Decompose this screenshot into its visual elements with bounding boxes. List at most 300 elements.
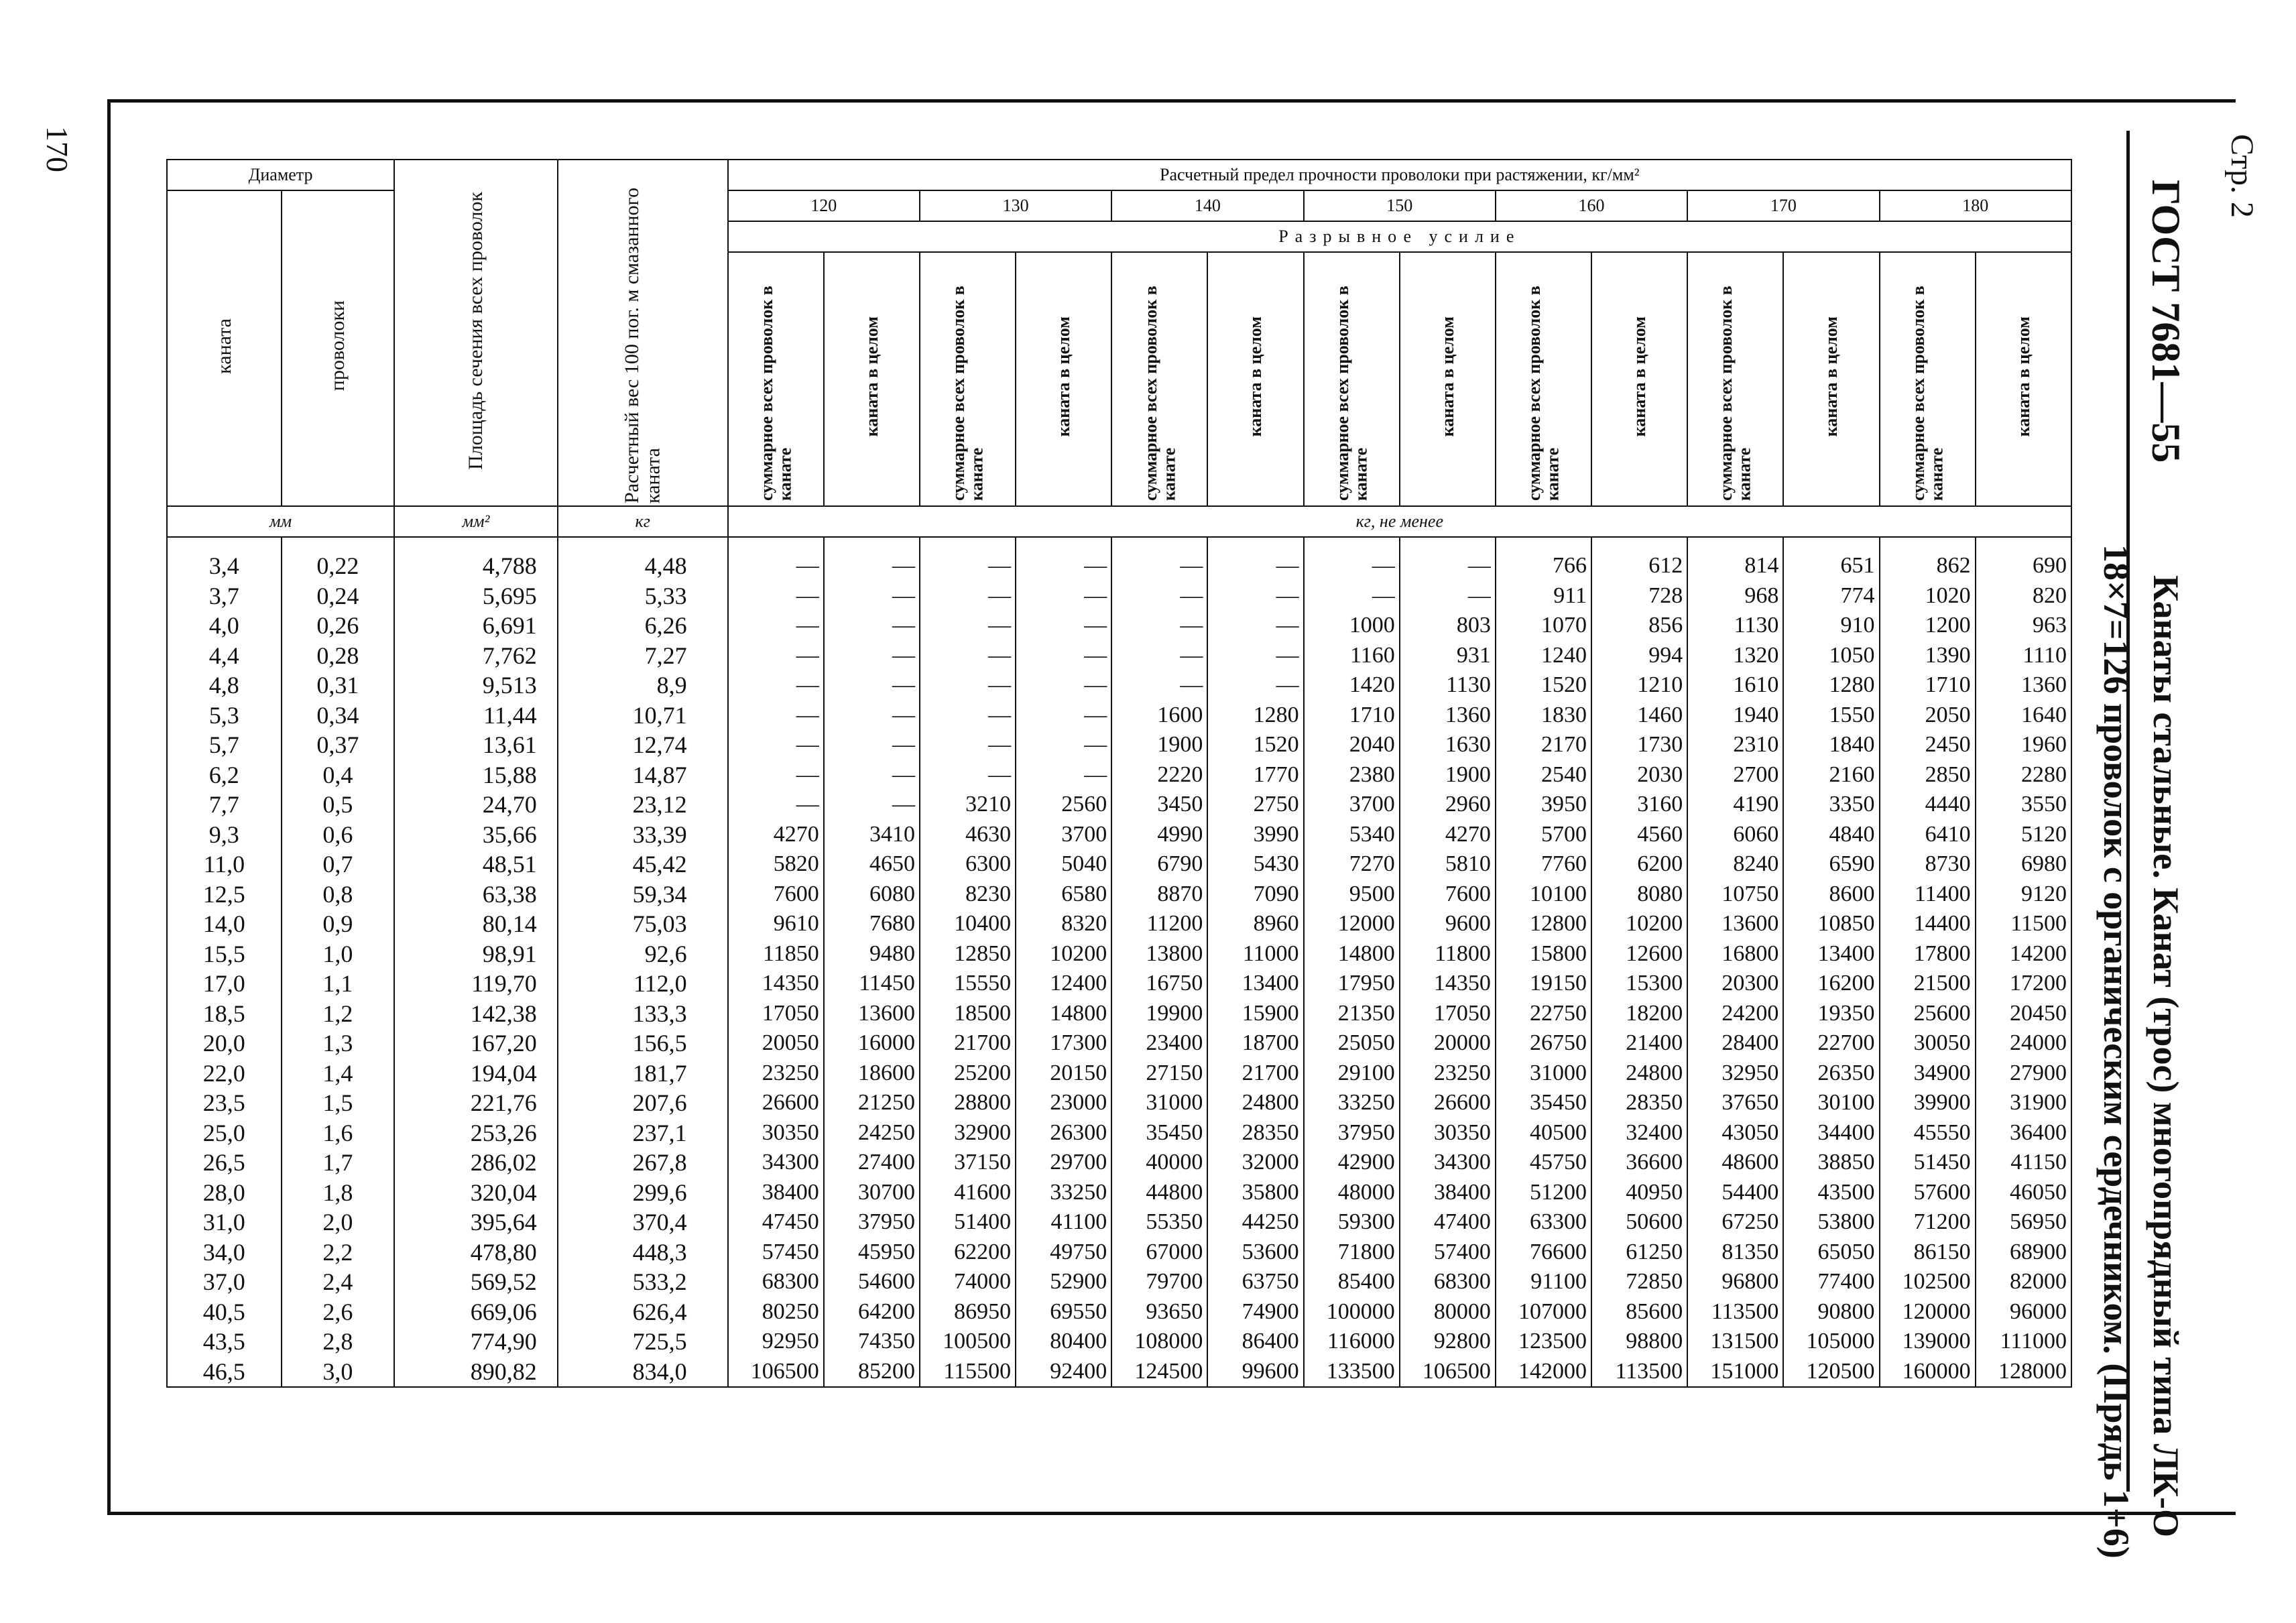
force-cell: 86950 xyxy=(920,1297,1016,1327)
rope-diameter-cell: 7,7 xyxy=(167,790,282,820)
force-cell: — xyxy=(1400,581,1496,611)
force-cell: 17950 xyxy=(1304,969,1400,999)
force-cell: 59300 xyxy=(1304,1207,1400,1238)
force-cell: 9500 xyxy=(1304,880,1400,910)
force-cell: — xyxy=(728,537,824,581)
wire-diameter-cell: 2,0 xyxy=(282,1207,395,1238)
force-cell: 160000 xyxy=(1880,1357,1976,1388)
force-cell: 21700 xyxy=(920,1028,1016,1059)
force-cell: 86150 xyxy=(1880,1238,1976,1268)
table-row xyxy=(167,849,2071,880)
force-cell: 32000 xyxy=(1207,1148,1303,1178)
rope-diameter-cell: 22,0 xyxy=(167,1059,282,1089)
force-cell: — xyxy=(1400,537,1496,581)
weight-cell: 448,3 xyxy=(558,1238,728,1268)
force-cell: 68300 xyxy=(1400,1267,1496,1297)
rope-diameter-cell: 5,3 xyxy=(167,701,282,731)
force-cell: 26750 xyxy=(1496,1028,1591,1059)
force-cell: 3410 xyxy=(824,820,920,850)
weight-cell: 533,2 xyxy=(558,1267,728,1297)
area-cell: 80,14 xyxy=(394,909,558,939)
whole-header: каната в целом xyxy=(1400,252,1496,506)
table-body xyxy=(167,537,2071,1387)
force-cell: 1000 xyxy=(1304,611,1400,641)
rope-diameter-cell: 40,5 xyxy=(167,1297,282,1327)
force-cell: 18200 xyxy=(1591,999,1687,1029)
force-cell: 651 xyxy=(1783,537,1879,581)
table-row xyxy=(167,1297,2071,1327)
table-row xyxy=(167,701,2071,731)
sum-header: суммарное всех проволок в канате xyxy=(1687,252,1783,506)
force-cell: 57600 xyxy=(1880,1178,1976,1208)
wire-diameter-cell: 0,6 xyxy=(282,820,395,850)
wire-diameter-cell: 0,9 xyxy=(282,909,395,939)
document-title-line1: Канаты стальные. Канат (трос) многопрядный типа ЛК-О xyxy=(2146,575,2186,1538)
force-cell: 63750 xyxy=(1207,1267,1303,1297)
area-header: Площадь сечения всех проволок xyxy=(394,160,558,506)
area-cell: 35,66 xyxy=(394,820,558,850)
wire-diameter-cell: 2,6 xyxy=(282,1297,395,1327)
force-cell: 124500 xyxy=(1111,1357,1207,1388)
force-cell: 4440 xyxy=(1880,790,1976,820)
force-cell: 38850 xyxy=(1783,1148,1879,1178)
force-cell: 139000 xyxy=(1880,1327,1976,1357)
force-cell: 68900 xyxy=(1976,1238,2071,1268)
rope-diameter-header: каната xyxy=(167,190,282,506)
force-cell: 9610 xyxy=(728,909,824,939)
force-cell: — xyxy=(1016,611,1111,641)
force-cell: 11400 xyxy=(1880,880,1976,910)
force-cell: 2540 xyxy=(1496,760,1591,790)
force-cell: 85600 xyxy=(1591,1297,1687,1327)
force-cell: 29700 xyxy=(1016,1148,1111,1178)
force-cell: 64200 xyxy=(824,1297,920,1327)
rope-diameter-cell: 46,5 xyxy=(167,1357,282,1388)
force-cell: 26600 xyxy=(1400,1088,1496,1118)
force-cell: 820 xyxy=(1976,581,2071,611)
rope-diameter-cell: 5,7 xyxy=(167,730,282,760)
frame-left-rule xyxy=(107,99,111,1515)
force-cell: 81350 xyxy=(1687,1238,1783,1268)
wire-diameter-cell: 1,0 xyxy=(282,939,395,969)
force-cell: — xyxy=(824,701,920,731)
force-cell: 13600 xyxy=(1687,909,1783,939)
force-cell: 72850 xyxy=(1591,1267,1687,1297)
table-row xyxy=(167,641,2071,671)
force-cell: 54600 xyxy=(824,1267,920,1297)
force-cell: 1210 xyxy=(1591,670,1687,701)
force-cell: 13400 xyxy=(1783,939,1879,969)
force-cell: 8230 xyxy=(920,880,1016,910)
force-cell: 92800 xyxy=(1400,1327,1496,1357)
force-cell: 2170 xyxy=(1496,730,1591,760)
strength-header: Расчетный предел прочности проволоки при растяжении, кг/мм² xyxy=(728,160,2071,190)
force-cell: — xyxy=(1207,670,1303,701)
wire-diameter-cell: 1,2 xyxy=(282,999,395,1029)
force-cell: 1630 xyxy=(1400,730,1496,760)
table-row xyxy=(167,611,2071,641)
force-cell: 56950 xyxy=(1976,1207,2071,1238)
table-row xyxy=(167,820,2071,850)
force-cell: 1610 xyxy=(1687,670,1783,701)
weight-cell: 75,03 xyxy=(558,909,728,939)
force-cell: 80000 xyxy=(1400,1297,1496,1327)
rope-diameter-cell: 6,2 xyxy=(167,760,282,790)
force-cell: 38400 xyxy=(1400,1178,1496,1208)
weight-cell: 725,5 xyxy=(558,1327,728,1357)
weight-cell: 834,0 xyxy=(558,1357,728,1388)
area-cell: 4,788 xyxy=(394,537,558,581)
force-cell: 1710 xyxy=(1880,670,1976,701)
force-cell: 113500 xyxy=(1591,1357,1687,1388)
force-cell: 10200 xyxy=(1016,939,1111,969)
force-cell: 12400 xyxy=(1016,969,1111,999)
weight-cell: 370,4 xyxy=(558,1207,728,1238)
force-cell: 98800 xyxy=(1591,1327,1687,1357)
force-cell: 120000 xyxy=(1880,1297,1976,1327)
area-cell: 11,44 xyxy=(394,701,558,731)
rope-diameter-cell: 26,5 xyxy=(167,1148,282,1178)
force-cell: — xyxy=(920,611,1016,641)
table-row xyxy=(167,969,2071,999)
force-cell: 3950 xyxy=(1496,790,1591,820)
wire-diameter-cell: 1,8 xyxy=(282,1178,395,1208)
force-cell: 11200 xyxy=(1111,909,1207,939)
area-cell: 48,51 xyxy=(394,849,558,880)
force-cell: 31000 xyxy=(1111,1088,1207,1118)
force-cell: 24250 xyxy=(824,1118,920,1148)
unit-mm2: мм² xyxy=(394,506,558,537)
wire-diameter-cell: 0,37 xyxy=(282,730,395,760)
force-cell: — xyxy=(824,790,920,820)
rope-diameter-cell: 37,0 xyxy=(167,1267,282,1297)
force-cell: 45550 xyxy=(1880,1118,1976,1148)
weight-cell: 8,9 xyxy=(558,670,728,701)
force-cell: 7090 xyxy=(1207,880,1303,910)
force-cell: 1770 xyxy=(1207,760,1303,790)
force-cell: 34300 xyxy=(1400,1148,1496,1178)
force-cell: 24000 xyxy=(1976,1028,2071,1059)
area-cell: 119,70 xyxy=(394,969,558,999)
force-cell: 9600 xyxy=(1400,909,1496,939)
rope-diameter-cell: 23,5 xyxy=(167,1088,282,1118)
force-cell: 1830 xyxy=(1496,701,1591,731)
force-cell: 57450 xyxy=(728,1238,824,1268)
force-cell: 120500 xyxy=(1783,1357,1879,1388)
area-cell: 286,02 xyxy=(394,1148,558,1178)
rope-diameter-cell: 9,3 xyxy=(167,820,282,850)
weight-cell: 156,5 xyxy=(558,1028,728,1059)
sum-header: суммарное всех проволок в канате xyxy=(1111,252,1207,506)
weight-cell: 45,42 xyxy=(558,849,728,880)
force-cell: 963 xyxy=(1976,611,2071,641)
force-cell: 32950 xyxy=(1687,1059,1783,1089)
force-cell: 11450 xyxy=(824,969,920,999)
force-cell: 6060 xyxy=(1687,820,1783,850)
area-cell: 569,52 xyxy=(394,1267,558,1297)
force-cell: 30350 xyxy=(728,1118,824,1148)
force-cell: 30100 xyxy=(1783,1088,1879,1118)
force-cell: — xyxy=(728,611,824,641)
frame-bottom-rule xyxy=(107,1512,2236,1515)
force-cell: 41100 xyxy=(1016,1207,1111,1238)
force-cell: 2700 xyxy=(1687,760,1783,790)
force-cell: 4190 xyxy=(1687,790,1783,820)
table-row xyxy=(167,1148,2071,1178)
force-cell: 53600 xyxy=(1207,1238,1303,1268)
force-cell: 36600 xyxy=(1591,1148,1687,1178)
table-row xyxy=(167,1178,2071,1208)
force-cell: 68300 xyxy=(728,1267,824,1297)
force-cell: 17050 xyxy=(1400,999,1496,1029)
rope-diameter-cell: 4,4 xyxy=(167,641,282,671)
wire-diameter-cell: 0,8 xyxy=(282,880,395,910)
force-cell: 6200 xyxy=(1591,849,1687,880)
force-cell: 74350 xyxy=(824,1327,920,1357)
force-cell: 21250 xyxy=(824,1088,920,1118)
rope-diameter-cell: 4,8 xyxy=(167,670,282,701)
force-cell: — xyxy=(1304,537,1400,581)
force-cell: 40950 xyxy=(1591,1178,1687,1208)
force-cell: 67000 xyxy=(1111,1238,1207,1268)
force-cell: 862 xyxy=(1880,537,1976,581)
force-cell: 43050 xyxy=(1687,1118,1783,1148)
force-cell: 1550 xyxy=(1783,701,1879,731)
force-cell: 17050 xyxy=(728,999,824,1029)
force-cell: 80400 xyxy=(1016,1327,1111,1357)
force-cell: 6300 xyxy=(920,849,1016,880)
force-cell: 6980 xyxy=(1976,849,2071,880)
force-cell: 100500 xyxy=(920,1327,1016,1357)
wire-diameter-cell: 0,22 xyxy=(282,537,395,581)
table-row xyxy=(167,1327,2071,1357)
force-cell: 3700 xyxy=(1016,820,1111,850)
table-row xyxy=(167,1088,2071,1118)
force-cell: 774 xyxy=(1783,581,1879,611)
force-cell: 91100 xyxy=(1496,1267,1591,1297)
force-cell: 69550 xyxy=(1016,1297,1111,1327)
whole-header: каната в целом xyxy=(824,252,920,506)
force-cell: — xyxy=(920,581,1016,611)
force-cell: 3450 xyxy=(1111,790,1207,820)
rope-diameter-cell: 3,7 xyxy=(167,581,282,611)
rope-diameter-cell: 14,0 xyxy=(167,909,282,939)
force-cell: 22700 xyxy=(1783,1028,1879,1059)
table-row xyxy=(167,999,2071,1029)
force-cell: 2040 xyxy=(1304,730,1400,760)
force-cell: 4630 xyxy=(920,820,1016,850)
force-cell: 6580 xyxy=(1016,880,1111,910)
force-cell: 24800 xyxy=(1207,1088,1303,1118)
force-cell: 28800 xyxy=(920,1088,1016,1118)
table-row xyxy=(167,1207,2071,1238)
force-cell: 99600 xyxy=(1207,1357,1303,1388)
force-cell: 105000 xyxy=(1783,1327,1879,1357)
force-cell: 3210 xyxy=(920,790,1016,820)
whole-header: каната в целом xyxy=(1976,252,2071,506)
force-cell: 2960 xyxy=(1400,790,1496,820)
wire-diameter-cell: 1,6 xyxy=(282,1118,395,1148)
force-cell: 27400 xyxy=(824,1148,920,1178)
force-cell: 44800 xyxy=(1111,1178,1207,1208)
rope-diameter-cell: 28,0 xyxy=(167,1178,282,1208)
force-cell: 1240 xyxy=(1496,641,1591,671)
force-cell: 39900 xyxy=(1880,1088,1976,1118)
area-cell: 395,64 xyxy=(394,1207,558,1238)
force-cell: — xyxy=(728,701,824,731)
force-cell: — xyxy=(1111,670,1207,701)
force-cell: 41600 xyxy=(920,1178,1016,1208)
force-cell: — xyxy=(824,670,920,701)
force-cell: — xyxy=(1016,730,1111,760)
force-cell: 23250 xyxy=(728,1059,824,1089)
force-cell: 5820 xyxy=(728,849,824,880)
force-cell: 4270 xyxy=(1400,820,1496,850)
force-cell: 61250 xyxy=(1591,1238,1687,1268)
force-cell: 30350 xyxy=(1400,1118,1496,1148)
diameter-header: Диаметр xyxy=(167,160,394,190)
force-cell: 7600 xyxy=(1400,880,1496,910)
force-cell: 2220 xyxy=(1111,760,1207,790)
force-cell: 3550 xyxy=(1976,790,2071,820)
force-cell: — xyxy=(1207,537,1303,581)
table-row xyxy=(167,581,2071,611)
force-cell: 27900 xyxy=(1976,1059,2071,1089)
force-cell: 3990 xyxy=(1207,820,1303,850)
force-cell: 14200 xyxy=(1976,939,2071,969)
frame-top-rule xyxy=(107,99,2236,103)
area-cell: 890,82 xyxy=(394,1357,558,1388)
force-cell: — xyxy=(728,641,824,671)
area-cell: 6,691 xyxy=(394,611,558,641)
force-cell: 8870 xyxy=(1111,880,1207,910)
force-cell: 16000 xyxy=(824,1028,920,1059)
weight-cell: 299,6 xyxy=(558,1178,728,1208)
force-cell: 20150 xyxy=(1016,1059,1111,1089)
area-cell: 194,04 xyxy=(394,1059,558,1089)
force-cell: 51200 xyxy=(1496,1178,1591,1208)
table-row xyxy=(167,1357,2071,1388)
force-cell: 13600 xyxy=(824,999,920,1029)
whole-header: каната в целом xyxy=(1016,252,1111,506)
weight-cell: 6,26 xyxy=(558,611,728,641)
force-cell: 80250 xyxy=(728,1297,824,1327)
force-cell: 14350 xyxy=(728,969,824,999)
force-cell: 107000 xyxy=(1496,1297,1591,1327)
force-cell: 28350 xyxy=(1591,1088,1687,1118)
force-cell: 54400 xyxy=(1687,1178,1783,1208)
force-cell: 113500 xyxy=(1687,1297,1783,1327)
table-row xyxy=(167,1059,2071,1089)
force-cell: 26600 xyxy=(728,1088,824,1118)
force-cell: 18500 xyxy=(920,999,1016,1029)
gost-code: ГОСТ 7681—55 xyxy=(2144,180,2188,463)
force-cell: 49750 xyxy=(1016,1238,1111,1268)
force-cell: 48000 xyxy=(1304,1178,1400,1208)
sum-header: суммарное всех проволок в канате xyxy=(1496,252,1591,506)
force-cell: 1600 xyxy=(1111,701,1207,731)
weight-cell: 237,1 xyxy=(558,1118,728,1148)
force-cell: 1130 xyxy=(1687,611,1783,641)
weight-header: Расчетный вес 100 пог. м смазанного каната xyxy=(558,160,728,506)
force-cell: 27150 xyxy=(1111,1059,1207,1089)
force-cell: 2380 xyxy=(1304,760,1400,790)
force-cell: 1460 xyxy=(1591,701,1687,731)
force-cell: — xyxy=(728,730,824,760)
force-cell: 115500 xyxy=(920,1357,1016,1388)
force-cell: 2310 xyxy=(1687,730,1783,760)
force-cell: — xyxy=(920,760,1016,790)
force-cell: 92400 xyxy=(1016,1357,1111,1388)
weight-cell: 7,27 xyxy=(558,641,728,671)
force-cell: 19900 xyxy=(1111,999,1207,1029)
force-cell: 5430 xyxy=(1207,849,1303,880)
force-cell: 18600 xyxy=(824,1059,920,1089)
force-cell: 38400 xyxy=(728,1178,824,1208)
weight-cell: 112,0 xyxy=(558,969,728,999)
force-cell: — xyxy=(920,641,1016,671)
force-cell: 31000 xyxy=(1496,1059,1591,1089)
force-cell: 1900 xyxy=(1111,730,1207,760)
area-cell: 478,80 xyxy=(394,1238,558,1268)
force-cell: 14800 xyxy=(1016,999,1111,1029)
force-cell: 5700 xyxy=(1496,820,1591,850)
table-row xyxy=(167,1267,2071,1297)
rope-diameter-cell: 43,5 xyxy=(167,1327,282,1357)
force-cell: 5810 xyxy=(1400,849,1496,880)
wire-diameter-cell: 0,24 xyxy=(282,581,395,611)
force-cell: 15900 xyxy=(1207,999,1303,1029)
weight-cell: 267,8 xyxy=(558,1148,728,1178)
force-cell: 4990 xyxy=(1111,820,1207,850)
force-cell: 21400 xyxy=(1591,1028,1687,1059)
force-cell: 20050 xyxy=(728,1028,824,1059)
force-cell: 3350 xyxy=(1783,790,1879,820)
weight-cell: 23,12 xyxy=(558,790,728,820)
force-cell: 52900 xyxy=(1016,1267,1111,1297)
rope-diameter-cell: 15,5 xyxy=(167,939,282,969)
force-cell: 133500 xyxy=(1304,1357,1400,1388)
area-cell: 15,88 xyxy=(394,760,558,790)
page-number: 170 xyxy=(40,126,74,172)
force-cell: 32400 xyxy=(1591,1118,1687,1148)
force-cell: 34400 xyxy=(1783,1118,1879,1148)
force-cell: 23400 xyxy=(1111,1028,1207,1059)
force-cell: 6790 xyxy=(1111,849,1207,880)
force-cell: 5340 xyxy=(1304,820,1400,850)
force-cell: 18700 xyxy=(1207,1028,1303,1059)
force-cell: — xyxy=(1304,581,1400,611)
rope-properties-table xyxy=(166,159,2072,1388)
breaking-force-header: Разрывное усилие xyxy=(728,221,2071,252)
force-cell: 51450 xyxy=(1880,1148,1976,1178)
force-cell: 26350 xyxy=(1783,1059,1879,1089)
table-row xyxy=(167,1118,2071,1148)
force-cell: 3160 xyxy=(1591,790,1687,820)
force-cell: 19150 xyxy=(1496,969,1591,999)
rope-diameter-cell: 12,5 xyxy=(167,880,282,910)
force-cell: 10100 xyxy=(1496,880,1591,910)
force-cell: 28400 xyxy=(1687,1028,1783,1059)
table-row xyxy=(167,1028,2071,1059)
force-cell: 71200 xyxy=(1880,1207,1976,1238)
force-cell: 37150 xyxy=(920,1148,1016,1178)
force-cell: 2560 xyxy=(1016,790,1111,820)
force-cell: 1320 xyxy=(1687,641,1783,671)
force-cell: 123500 xyxy=(1496,1327,1591,1357)
force-cell: 37950 xyxy=(1304,1118,1400,1148)
force-cell: 13400 xyxy=(1207,969,1303,999)
